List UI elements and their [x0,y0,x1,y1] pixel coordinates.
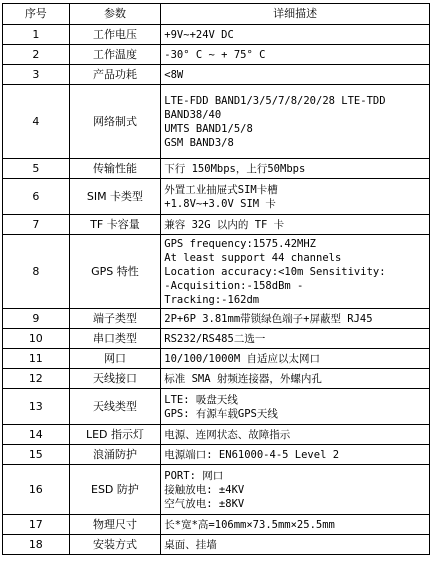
desc-line: PORT: 网口 [164,469,224,482]
table-row [3,25,430,45]
row-number: 1 [3,25,70,45]
desc-line: 标准 SMA 射频连接器，外螺内孔 [164,372,322,385]
row-desc [161,515,430,535]
row-desc [161,25,430,45]
table-row [3,329,430,349]
table-row [3,535,430,555]
row-param: LED 指示灯 [69,425,161,445]
desc-line: UMTS BAND1/5/8 [164,122,253,135]
desc-line: +9V~+24V DC [164,28,234,41]
row-param: 产品功耗 [69,65,161,85]
row-desc [161,349,430,369]
row-desc [161,179,430,215]
desc-line: At least support 44 channels [164,251,342,264]
desc-line: LTE: 吸盘天线 [164,393,238,406]
desc-line: -30° C ~ + 75° C [164,48,266,61]
header-param: 参数 [69,4,161,25]
header-desc: 详细描述 [161,4,430,25]
row-param: 天线类型 [69,389,161,425]
row-param: 串口类型 [69,329,161,349]
table-header-row [3,4,430,25]
table-row [3,389,430,425]
row-number: 11 [3,349,70,369]
desc-line: 接触放电: ±4KV [164,483,245,496]
desc-line: 电源、连网状态、故障指示 [164,428,291,441]
row-number: 14 [3,425,70,445]
desc-line: +1.8V~+3.0V SIM 卡 [164,197,276,210]
row-number: 10 [3,329,70,349]
table-row [3,159,430,179]
spec-table [2,3,430,555]
desc-line: 长*宽*高=106mm×73.5mm×25.5mm [164,518,335,531]
desc-line: GPS frequency:1575.42MHZ [164,237,316,250]
row-param: 天线接口 [69,369,161,389]
desc-line: 空气放电: ±8KV [164,497,245,510]
table-row [3,235,430,309]
row-param: 端子类型 [69,309,161,329]
row-desc [161,85,430,159]
row-param: 安装方式 [69,535,161,555]
row-number: 8 [3,235,70,309]
row-number: 15 [3,445,70,465]
desc-line: -Acquisition:-158dBm - [164,279,304,292]
row-number: 2 [3,45,70,65]
row-number: 16 [3,465,70,515]
row-desc [161,159,430,179]
row-number: 6 [3,179,70,215]
row-desc [161,235,430,309]
desc-line: RS232/RS485二选一 [164,332,266,345]
desc-line: <8W [164,68,184,81]
row-desc [161,215,430,235]
table-body [3,25,430,555]
table-row [3,445,430,465]
row-number: 4 [3,85,70,159]
row-desc [161,65,430,85]
desc-line: 2P+6P 3.81mm带锁绿色端子+屏蔽型 RJ45 [164,312,373,325]
table-row [3,515,430,535]
desc-line: 桌面、挂墙 [164,538,217,551]
desc-line: 下行 150Mbps，上行50Mbps [164,162,306,175]
row-desc [161,45,430,65]
row-desc [161,309,430,329]
table-row [3,179,430,215]
row-desc [161,465,430,515]
header-no: 序号 [3,4,70,25]
table-row [3,465,430,515]
desc-line: Location accuracy:<10m Sensitivity: [164,265,386,278]
row-param: 浪涌防护 [69,445,161,465]
row-param: 传输性能 [69,159,161,179]
table-row [3,369,430,389]
desc-line: 外置工业抽屉式SIM卡槽 [164,183,278,196]
desc-line: GPS: 有源车载GPS天线 [164,407,278,420]
row-param: 网络制式 [69,85,161,159]
row-number: 18 [3,535,70,555]
desc-line: 10/100/1000M 自适应以太网口 [164,352,320,365]
table-row [3,349,430,369]
row-desc [161,445,430,465]
row-param: 物理尺寸 [69,515,161,535]
row-param: 工作电压 [69,25,161,45]
desc-line: BAND38/40 [164,108,222,121]
row-param: GPS 特性 [69,235,161,309]
row-number: 17 [3,515,70,535]
row-param: SIM 卡类型 [69,179,161,215]
row-desc [161,389,430,425]
row-param: 网口 [69,349,161,369]
row-desc [161,425,430,445]
desc-line: Tracking:-162dm [164,293,260,306]
row-number: 3 [3,65,70,85]
row-number: 9 [3,309,70,329]
row-number: 5 [3,159,70,179]
desc-line: 兼容 32G 以内的 TF 卡 [164,218,285,231]
table-row [3,425,430,445]
table-row [3,85,430,159]
row-number: 7 [3,215,70,235]
row-number: 12 [3,369,70,389]
table-row [3,65,430,85]
table-row [3,309,430,329]
table-row [3,45,430,65]
table-row [3,215,430,235]
row-number: 13 [3,389,70,425]
desc-line: 电源端口: EN61000-4-5 Level 2 [164,448,340,461]
desc-line: GSM BAND3/8 [164,136,234,149]
row-desc [161,369,430,389]
desc-line: LTE-FDD BAND1/3/5/7/8/20/28 LTE-TDD [164,94,386,107]
row-desc [161,535,430,555]
row-param: TF 卡容量 [69,215,161,235]
row-param: 工作温度 [69,45,161,65]
row-desc [161,329,430,349]
row-param: ESD 防护 [69,465,161,515]
